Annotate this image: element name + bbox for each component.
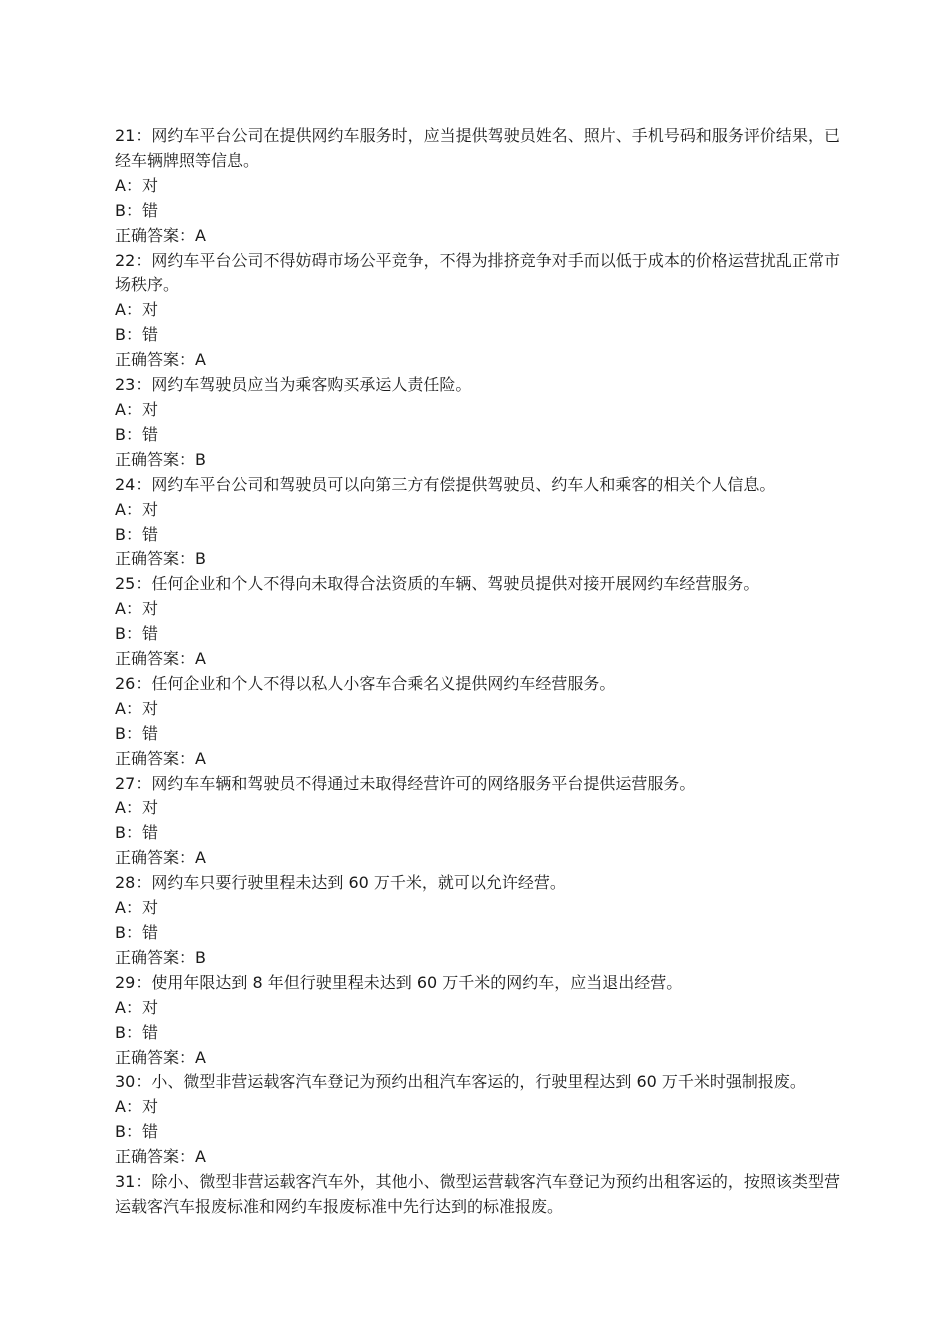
question-number: 26：	[115, 673, 152, 693]
question-text	[115, 871, 840, 896]
option-a: A：对	[115, 1097, 158, 1117]
option-b: B：错	[115, 823, 158, 843]
question-number: 27：	[115, 773, 152, 793]
option-a: A：对	[115, 300, 158, 320]
question-text	[115, 373, 840, 398]
correct-answer: 正确答案：A	[115, 1147, 206, 1167]
option-a: A：对	[115, 399, 158, 419]
option-a: A：对	[115, 798, 158, 818]
option-b: B：错	[115, 524, 158, 544]
question-block	[115, 1070, 840, 1170]
question-number: 24：	[115, 474, 152, 494]
question-number: 22：	[115, 250, 152, 270]
question-number: 31：	[115, 1172, 152, 1192]
question-text	[115, 124, 840, 174]
question-body: 小、微型非营运载客汽车登记为预约出租汽车客运的，行驶里程达到 60 万千米时强制报废。	[151, 1072, 806, 1092]
question-text	[115, 249, 840, 299]
option-b: B：错	[115, 424, 158, 444]
correct-answer: 正确答案：A	[115, 1047, 206, 1067]
correct-answer: 正确答案：A	[115, 225, 206, 245]
question-body: 除小、微型非营运载客汽车外，其他小、微型运营载客汽车登记为预约出租客运的，按照该类型营运载客汽车报废标准和网约车报废标准中先行达到的标准报废。	[115, 1172, 840, 1216]
question-text	[115, 473, 840, 498]
question-body: 网约车只要行驶里程未达到 60 万千米，就可以允许经营。	[151, 873, 566, 893]
question-list	[115, 124, 840, 1220]
question-text	[115, 971, 840, 996]
question-block	[115, 124, 840, 249]
question-text	[115, 1070, 840, 1095]
correct-answer: 正确答案：B	[115, 549, 206, 569]
option-a: A：对	[115, 599, 158, 619]
correct-answer: 正确答案：A	[115, 748, 206, 768]
question-number: 21：	[115, 126, 152, 145]
question-block	[115, 373, 840, 473]
question-body: 网约车驾驶员应当为乘客购买承运人责任险。	[151, 375, 472, 395]
option-b: B：错	[115, 723, 158, 743]
question-body: 使用年限达到 8 年但行驶里程未达到 60 万千米的网约车，应当退出经营。	[151, 972, 683, 992]
question-body: 任何企业和个人不得向未取得合法资质的车辆、驾驶员提供对接开展网约车经营服务。	[151, 574, 760, 594]
option-b: B：错	[115, 325, 158, 345]
option-b: B：错	[115, 624, 158, 644]
question-number: 23：	[115, 375, 152, 395]
question-body: 网约车平台公司不得妨碍市场公平竞争，不得为排挤竞争对手而以低于成本的价格运营扰乱正常市场秩序。	[115, 250, 840, 295]
correct-answer: 正确答案：A	[115, 649, 206, 669]
correct-answer: 正确答案：A	[115, 848, 206, 868]
question-body: 网约车平台公司在提供网约车服务时，应当提供驾驶员姓名、照片、手机号码和服务评价结果，已经车辆牌照等信息。	[115, 126, 840, 170]
option-a: A：对	[115, 997, 158, 1017]
correct-answer: 正确答案：B	[115, 947, 206, 967]
option-b: B：错	[115, 923, 158, 942]
question-block	[115, 473, 840, 573]
question-number: 30：	[115, 1072, 152, 1092]
option-b: B：错	[115, 1122, 158, 1142]
question-body: 任何企业和个人不得以私人小客车合乘名义提供网约车经营服务。	[151, 673, 616, 693]
question-block	[115, 971, 840, 1071]
option-b: B：错	[115, 200, 158, 220]
correct-answer: 正确答案：B	[115, 449, 206, 469]
option-a: A：对	[115, 698, 158, 718]
question-body: 网约车车辆和驾驶员不得通过未取得经营许可的网络服务平台提供运营服务。	[151, 773, 696, 793]
question-block	[115, 871, 840, 971]
correct-answer: 正确答案：A	[115, 350, 206, 370]
option-a: A：对	[115, 499, 158, 519]
question-text	[115, 572, 840, 597]
question-block	[115, 572, 840, 672]
question-text	[115, 672, 840, 697]
question-number: 25：	[115, 574, 152, 594]
question-block	[115, 249, 840, 374]
question-block	[115, 772, 840, 872]
question-block	[115, 672, 840, 772]
question-number: 29：	[115, 972, 152, 992]
option-a: A：对	[115, 898, 158, 918]
question-number: 28：	[115, 873, 152, 893]
question-block	[115, 1170, 840, 1220]
option-a: A：对	[115, 175, 158, 195]
question-text	[115, 772, 840, 797]
question-text	[115, 1170, 840, 1220]
question-body: 网约车平台公司和驾驶员可以向第三方有偿提供驾驶员、约车人和乘客的相关个人信息。	[151, 474, 776, 494]
option-b: B：错	[115, 1022, 158, 1042]
